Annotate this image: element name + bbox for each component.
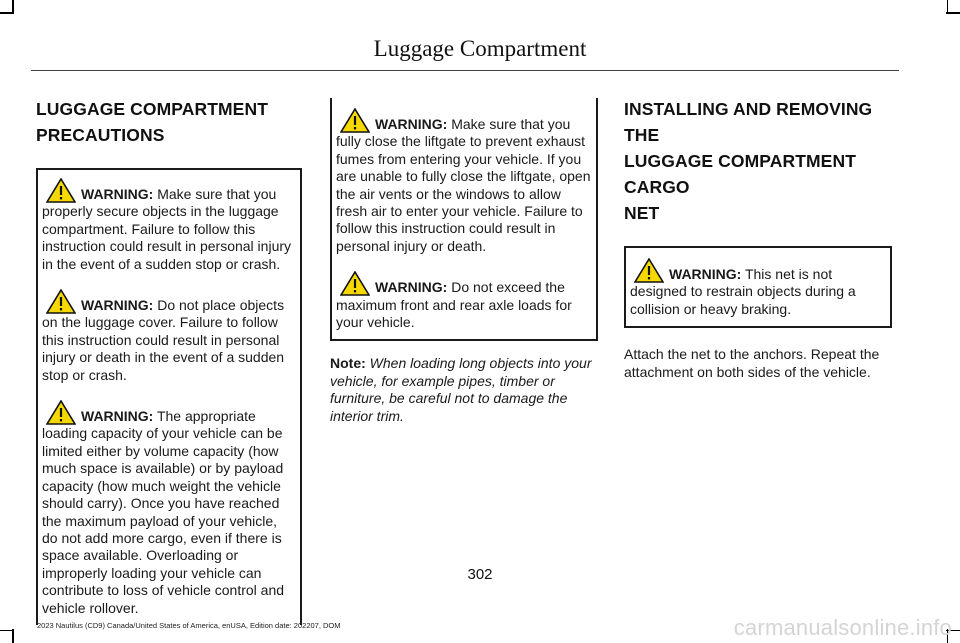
warning-label: WARNING: [375,116,448,132]
warning-item [42,289,296,384]
heading-line: PRECAUTIONS [36,125,165,145]
warning-box [330,98,598,341]
section-heading [36,96,302,148]
warning-text: The appropriate loading capacity of your vehicle can be limited either by volume capacity (how much space is available) or by payload capacity (how much weight the vehicle should carry). Once you have reached the maximum payload of your vehicle, do not add more cargo, even if there is space available. Overloading or improperly loading your vehicle can contribute to loss of vehicle control and vehicle rollover. [42,408,285,616]
page-title: Luggage Compartment [373,36,587,61]
heading-line: NET [624,203,660,223]
heading-line: LUGGAGE COMPARTMENT CARGO [624,151,856,197]
warning-item [336,108,592,255]
warning-triangle-icon [46,400,76,425]
warning-text: Make sure that you properly secure objects in the luggage compartment. Failure to follow this instruction could result in personal injury in the event of a sudden stop or crash. [42,186,292,272]
body-paragraph: Attach the net to the anchors. Repeat the attachment on both sides of the vehicle. [624,346,880,380]
header-divider [31,70,899,71]
warning-triangle-icon [46,178,76,203]
note-label: Note: [330,355,366,372]
warning-text: Make sure that you fully close the liftgate to prevent exhaust fumes from entering your vehicle. If you are unable to fully close the liftgate, open the air vents or the windows to allow fresh air to enter your vehicle. Failure to follow this instruction could result in personal injury or death. [336,116,591,254]
column-middle [330,98,598,425]
warning-triangle-icon [340,271,370,296]
warning-box [624,246,892,328]
heading-line: INSTALLING AND REMOVING THE [624,99,873,145]
warning-triangle-icon [46,289,76,314]
warning-item [630,258,886,318]
warning-text: Do not exceed the maximum front and rear axle loads for your vehicle. [336,279,572,331]
warning-text: Do not place objects on the luggage cover. Failure to follow this instruction could result in personal injury or death in the event of a sudden stop or crash. [42,297,285,383]
note-text: When loading long objects into your vehicle, for example pipes, timber or furniture, be careful not to damage the interior trim. [330,355,592,424]
warning-triangle-icon [634,258,664,283]
warning-label: WARNING: [81,297,154,314]
warning-label: WARNING: [669,266,742,282]
crop-mark [0,12,14,14]
warning-label: WARNING: [81,408,154,425]
section-heading [624,96,894,226]
crop-mark [0,630,14,632]
note-paragraph [330,355,598,425]
warning-label: WARNING: [81,186,154,202]
warning-item [42,178,296,273]
warning-item [42,400,296,617]
crop-mark [12,629,14,643]
column-left [36,96,302,625]
heading-line: LUGGAGE COMPARTMENT [36,99,268,119]
warning-box [36,168,302,625]
warning-triangle-icon [340,108,370,133]
watermark: carmanualsonline.info [733,615,952,640]
warning-label: WARNING: [375,279,448,296]
warning-text: This net is not designed to restrain objects during a collision or heavy braking. [630,266,856,317]
page-number: 302 [467,566,493,583]
warning-item [336,271,592,331]
footer-text: 2023 Nautilus (CD9) Canada/United States of America, enUSA, Edition date: 202207, DOM [37,621,341,630]
column-right [624,96,894,381]
crop-mark [946,12,960,14]
